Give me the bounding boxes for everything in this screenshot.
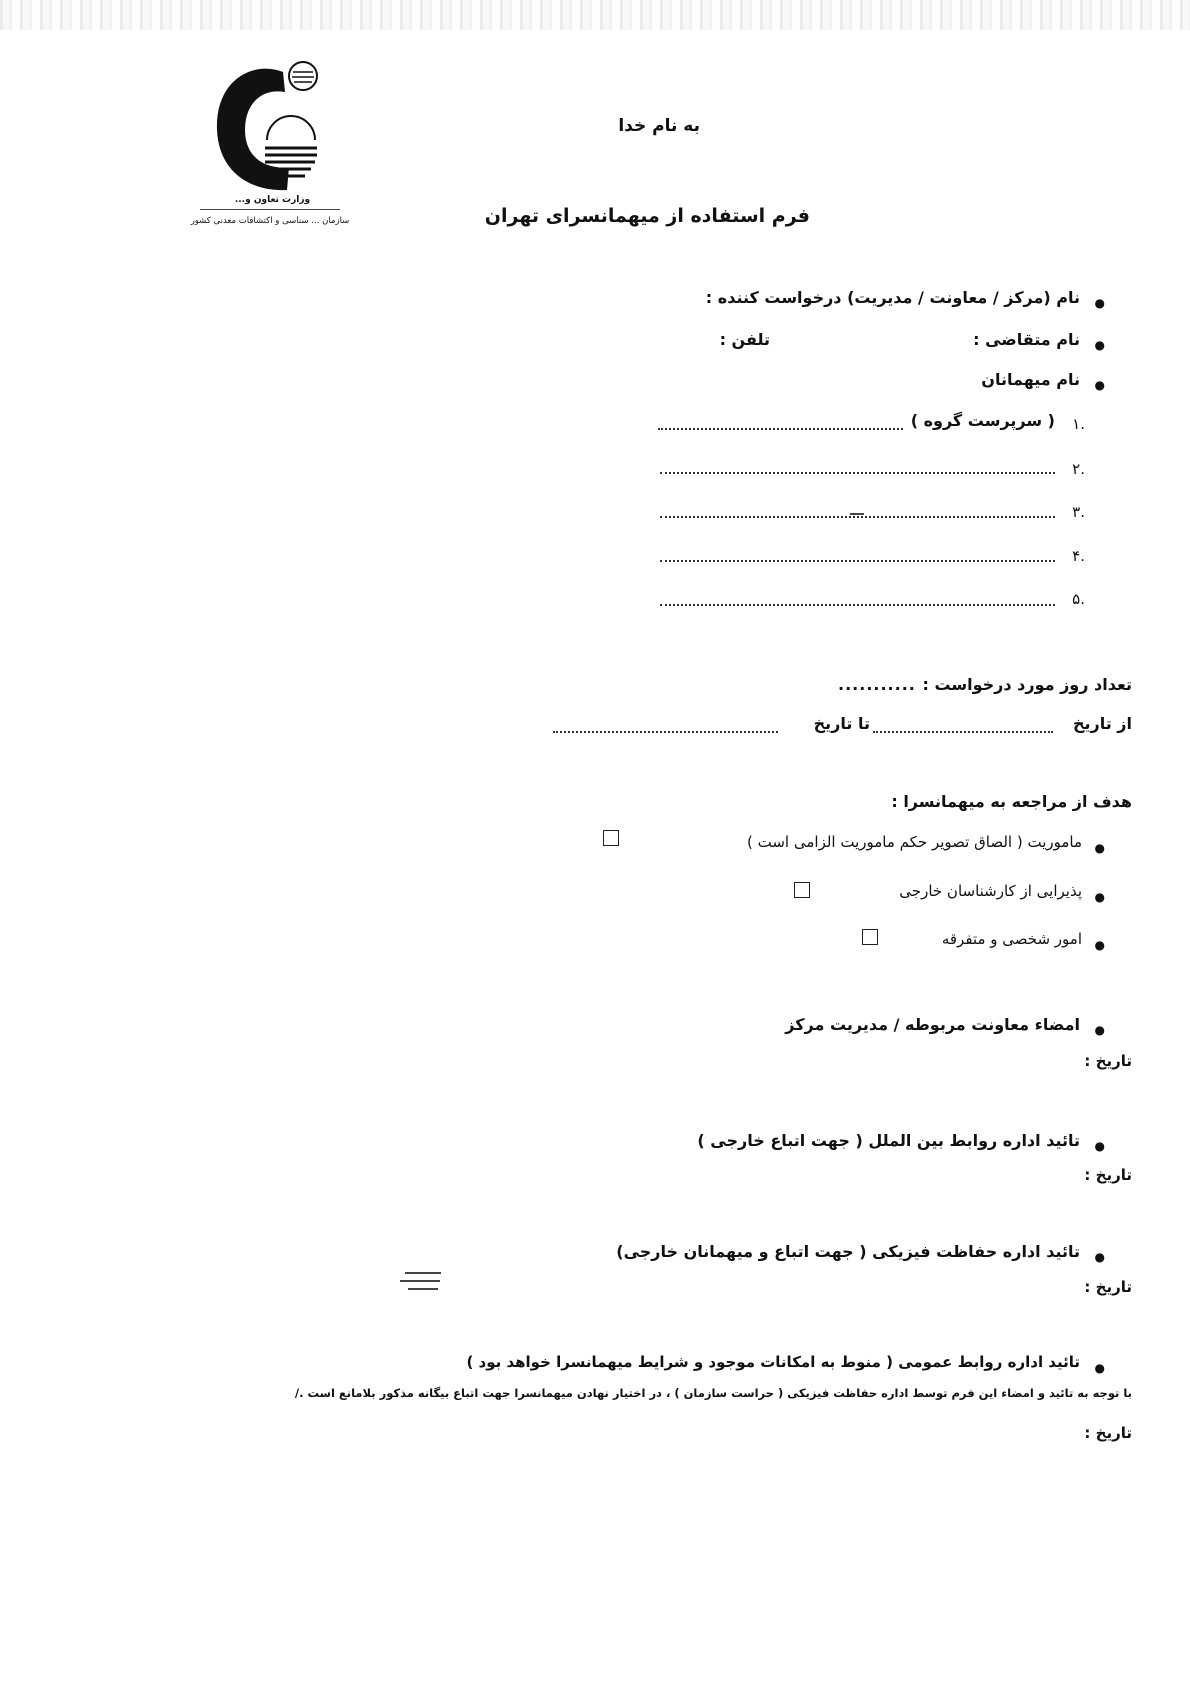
purpose-personal-label: امور شخصی و متفرقه bbox=[941, 930, 1082, 948]
logo-underline bbox=[200, 209, 340, 210]
purpose-personal-checkbox[interactable] bbox=[862, 929, 878, 945]
bullet: ● bbox=[1094, 338, 1105, 352]
applicant-name-label: نام متقاضی : bbox=[973, 330, 1080, 349]
stray-mark bbox=[405, 1272, 441, 1274]
bullet: ● bbox=[1094, 938, 1105, 952]
organization-name-line1: وزارت تعاون و... bbox=[234, 195, 311, 205]
guest-2-line[interactable] bbox=[660, 472, 1055, 474]
purpose-foreign-experts-label: پذیرایی از کارشناسان خارجی bbox=[899, 882, 1082, 900]
from-date-label: از تاریخ bbox=[1072, 714, 1132, 733]
guest-3-line[interactable] bbox=[660, 516, 1055, 518]
stray-mark bbox=[408, 1288, 438, 1290]
guest-number-4: ۴. bbox=[1072, 547, 1085, 565]
basmala: به نام خدا bbox=[618, 116, 700, 136]
bullet: ● bbox=[1094, 1361, 1105, 1375]
organization-logo bbox=[205, 52, 340, 202]
guests-label: نام میهمانان bbox=[981, 370, 1080, 389]
purpose-label: هدف از مراجعه به میهمانسرا : bbox=[891, 792, 1132, 811]
purpose-mission-label: ماموریت ( الصاق تصویر حکم ماموریت الزامی است ) bbox=[747, 833, 1082, 851]
organization-name-line2: سازمان ... سناسی و اکتشافات معدنی کشور bbox=[190, 216, 350, 226]
purpose-foreign-experts-checkbox[interactable] bbox=[794, 882, 810, 898]
to-date-line[interactable] bbox=[553, 731, 778, 733]
days-requested-dots[interactable]: ........... bbox=[838, 675, 916, 694]
guest-number-3: ۳. bbox=[1072, 503, 1085, 521]
bullet: ● bbox=[1094, 1250, 1105, 1264]
approval-international-relations: تائید اداره روابط بین الملل ( جهت اتباع خارجی ) bbox=[697, 1131, 1080, 1150]
guest-number-5: ۵. bbox=[1072, 590, 1085, 608]
guest-4-line[interactable] bbox=[660, 560, 1055, 562]
requester-unit-label: نام (مرکز / معاونت / مدیریت) درخواست کننده : bbox=[705, 288, 1080, 307]
group-leader-note: ( سرپرست گروه ) bbox=[910, 411, 1055, 430]
to-date-label: تا تاریخ bbox=[813, 714, 870, 733]
pen-mark bbox=[850, 513, 864, 515]
phone-label: تلفن : bbox=[719, 330, 770, 349]
guest-1-line[interactable] bbox=[658, 428, 903, 430]
approval-deputy-date: تاریخ : bbox=[1084, 1052, 1132, 1070]
guest-number-1: ۱. bbox=[1072, 415, 1085, 433]
stray-mark bbox=[400, 1280, 440, 1282]
days-requested-label: تعداد روز مورد درخواست : bbox=[922, 675, 1132, 694]
approval-international-relations-date: تاریخ : bbox=[1084, 1166, 1132, 1184]
approval-physical-security-date: تاریخ : bbox=[1084, 1278, 1132, 1296]
security-footnote: با توجه به تائید و امضاء این فرم توسط اداره حفاظت فیزیکی ( حراست سازمان ) ، در اختیار نهادن میهمانسرا جهت اتباع بیگانه مذکور بلامانع است ./ bbox=[294, 1386, 1132, 1400]
bullet: ● bbox=[1094, 378, 1105, 392]
bullet: ● bbox=[1094, 841, 1105, 855]
approval-public-relations-date: تاریخ : bbox=[1084, 1424, 1132, 1442]
approval-deputy-signature: امضاء معاونت مربوطه / مدیریت مرکز bbox=[785, 1015, 1080, 1034]
approval-physical-security: تائید اداره حفاظت فیزیکی ( جهت اتباع و میهمانان خارجی) bbox=[616, 1242, 1080, 1261]
scan-noise-edge bbox=[0, 0, 1190, 30]
approval-public-relations: تائید اداره روابط عمومی ( منوط به امکانات موجود و شرایط میهمانسرا خواهد بود ) bbox=[466, 1353, 1080, 1371]
guest-number-2: ۲. bbox=[1072, 460, 1085, 478]
form-title: فرم استفاده از میهمانسرای تهران bbox=[484, 205, 810, 227]
bullet: ● bbox=[1094, 1139, 1105, 1153]
purpose-mission-checkbox[interactable] bbox=[603, 830, 619, 846]
bullet: ● bbox=[1094, 890, 1105, 904]
guest-5-line[interactable] bbox=[660, 604, 1055, 606]
from-date-line[interactable] bbox=[873, 731, 1053, 733]
bullet: ● bbox=[1094, 296, 1105, 310]
bullet: ● bbox=[1094, 1023, 1105, 1037]
